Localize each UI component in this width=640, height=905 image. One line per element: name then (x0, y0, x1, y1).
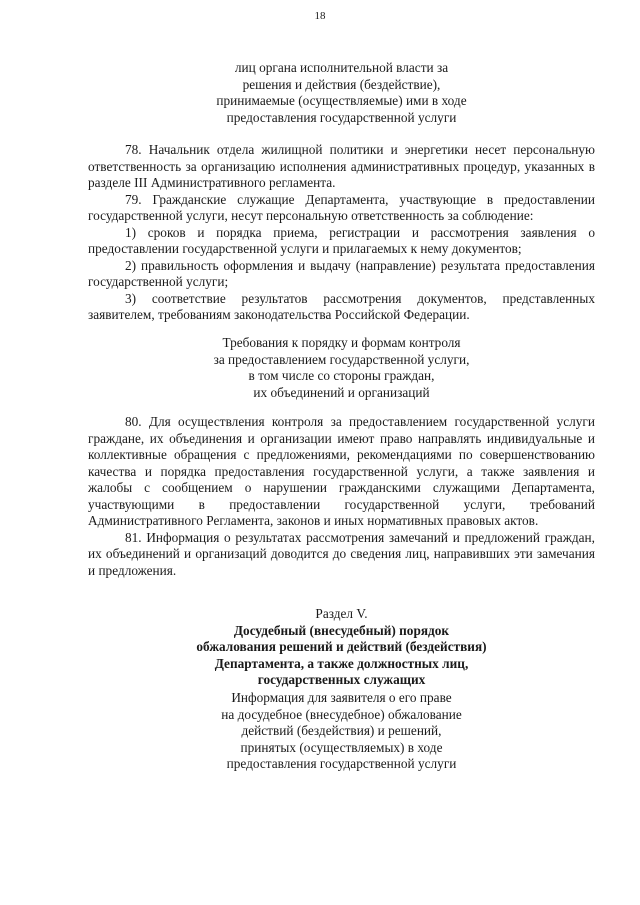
responsibility-paragraphs (88, 142, 595, 324)
appeal-info-heading (88, 690, 595, 773)
subheading-line: их объединений и организаций (253, 384, 430, 400)
control-paragraphs (88, 414, 595, 579)
subheading-line: Требования к порядку и формам контроля (222, 335, 461, 350)
section-label: Раздел V. (315, 606, 368, 621)
page-number: 18 (314, 10, 326, 22)
info-heading-line: предоставления государственной услуги (226, 756, 457, 771)
top-heading-line: решения и действия (бездействие), (242, 76, 441, 92)
info-heading-line: принятых (осуществляемых) в ходе (240, 739, 443, 755)
paragraph-79-item-3: 3) соответствие результатов рассмотрения документов, представленных заявителем, требованиям законодательства Российской Федерации. (88, 290, 595, 322)
paragraph-79-item-1: 1) сроков и порядка приема, регистрации и рассмотрения заявления о предоставлении государственной услуги и прилагаемых к нему документов; (88, 224, 595, 256)
info-heading-line: действий (бездействия) и решений, (241, 723, 442, 738)
paragraph-80: 80. Для осуществления контроля за предоставлением государственной услуги граждане, их объединения и организации имеют право направлять индивидуальные и коллективные обращения с предложениями, рекомендациями по совершенствованию качества и порядка предоставления государственной услуги, а также заявления и жалобы с сообщением о нарушении гражданскими служащими Департамента, участвующими в предоставлении государственной услуги, требований Административного Регламента, законов и иных нормативных правовых актов. (88, 414, 595, 528)
section-title-line: государственных служащих (257, 672, 426, 687)
top-heading-line: предоставления государственной услуги (226, 109, 457, 125)
paragraph-81: 81. Информация о результатах рассмотрения замечаний и предложений граждан, их объединений и организаций доводится до сведения лиц, направивших эти замечания и предложения. (88, 529, 595, 578)
top-heading-line: лиц органа исполнительной власти за (234, 60, 449, 75)
info-heading-line: Информация для заявителя о его праве (231, 690, 452, 705)
top-heading-line: принимаемые (осуществляемые) ими в ходе (216, 93, 467, 108)
subheading-line: за предоставлением государственной услуги, (213, 351, 470, 367)
paragraph-78: 78. Начальник отдела жилищной политики и энергетики несет персональную ответственность за организацию исполнения административных процедур, указанных в разделе III Административного регламента. (88, 142, 595, 190)
paragraph-79-item-2: 2) правильность оформления и выдачу (направление) результата предоставления государственной услуги; (88, 257, 595, 289)
control-subheading (88, 335, 595, 401)
section-title-line: Департамента, а также должностных лиц, (214, 655, 469, 671)
info-heading-line: на досудебное (внесудебное) обжалование (221, 706, 462, 722)
paragraph-79: 79. Гражданские служащие Департамента, участвующие в предоставлении государственной услуги, несут персональную ответственность за соблюдение: (88, 191, 595, 223)
section-v-title (88, 606, 595, 689)
section-title-line: обжалования решений и действий (бездействия) (196, 639, 487, 654)
top-heading (88, 60, 595, 126)
section-title-line: Досудебный (внесудебный) порядок (233, 622, 450, 638)
subheading-line: в том числе со стороны граждан, (248, 368, 435, 383)
